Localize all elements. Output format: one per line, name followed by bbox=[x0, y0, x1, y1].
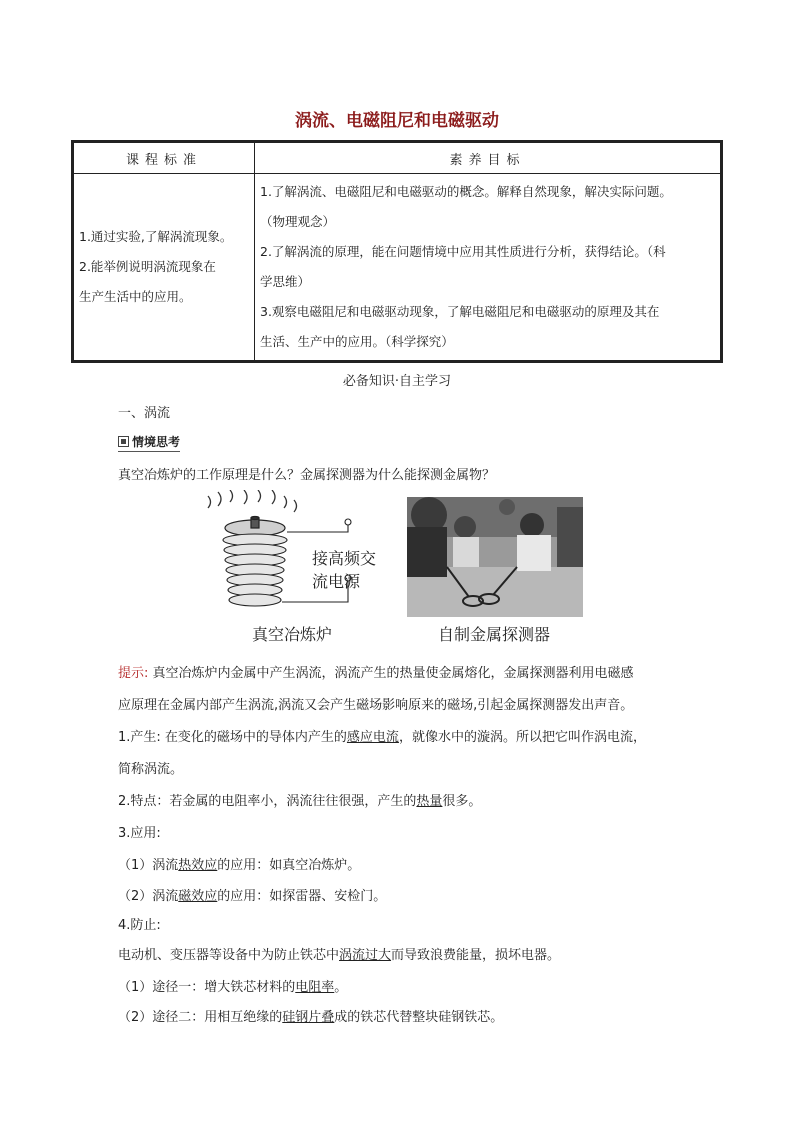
goal-line: 1.了解涡流、电磁阻尼和电磁驱动的概念。解释自然现象，解决实际问题。 bbox=[260, 184, 672, 199]
table-header-goal: 素养目标 bbox=[255, 142, 722, 174]
prevention-heading: 4.防止: bbox=[118, 918, 161, 933]
application-heading: 3.应用: bbox=[118, 826, 161, 841]
hint-label: 提示: bbox=[118, 666, 149, 681]
metal-detector-photo bbox=[407, 497, 583, 617]
section-title: 必备知识·自主学习 bbox=[342, 374, 452, 389]
power-source-label-1: 接高频交 bbox=[312, 549, 377, 568]
standard-line: 2.能举例说明涡流现象在 bbox=[79, 259, 216, 274]
goal-line: （物理观念） bbox=[260, 214, 336, 229]
application-item-1: （1）涡流热效应的应用：如真空冶炼炉。 bbox=[118, 858, 361, 873]
generation-text: 1.产生: 在变化的磁场中的导体内产生的感应电流，就像水中的漩涡。所以把它叫作涡电流， bbox=[118, 730, 646, 745]
hint-line-2: 应原理在金属内部产生涡流,涡流又会产生磁场影响原来的磁场,引起金属探测器发出声音。 bbox=[118, 698, 634, 713]
detector-caption: 自制金属探测器 bbox=[438, 625, 551, 644]
power-source-label-2: 流电源 bbox=[312, 572, 361, 591]
feature-text: 2.特点：若金属的电阻率小，涡流往往很强，产生的热量很多。 bbox=[118, 794, 482, 809]
question-text: 真空冶炼炉的工作原理是什么？金属探测器为什么能探测金属物？ bbox=[118, 468, 496, 483]
application-item-2: （2）涡流磁效应的应用：如探雷器、安检门。 bbox=[118, 889, 387, 904]
square-icon bbox=[118, 436, 129, 447]
goal-line: 学思维） bbox=[260, 274, 311, 289]
standard-line: 1.通过实验,了解涡流现象。 bbox=[79, 229, 233, 244]
scenario-label: 情境思考 bbox=[118, 433, 180, 452]
prevention-text: 电动机、变压器等设备中为防止铁芯中涡流过大而导致浪费能量，损坏电器。 bbox=[118, 948, 561, 963]
standard-line: 生产生活中的应用。 bbox=[79, 289, 192, 304]
hint-line-1: 提示: 真空冶炼炉内金属中产生涡流，涡流产生的热量使金属熔化，金属探测器利用电磁感 bbox=[118, 666, 634, 681]
heading-eddy-current: 一、涡流 bbox=[118, 406, 171, 421]
goal-line: 2.了解涡流的原理，能在问题情境中应用其性质进行分析，获得结论。（科 bbox=[260, 244, 666, 259]
generation-text-cont: 简称涡流。 bbox=[118, 762, 184, 777]
furnace-caption: 真空冶炼炉 bbox=[252, 625, 333, 644]
goal-line: 3.观察电磁阻尼和电磁驱动现象，了解电磁阻尼和电磁驱动的原理及其在 bbox=[260, 304, 660, 319]
prevention-method-2: （2）途径二：用相互绝缘的硅钢片叠成的铁芯代替整块硅钢铁芯。 bbox=[118, 1010, 504, 1025]
goal-cell bbox=[255, 174, 722, 362]
goal-line: 生活、生产中的应用。（科学探究） bbox=[260, 334, 454, 349]
standards-table bbox=[71, 140, 723, 363]
prevention-method-1: （1）途径一：增大铁芯材料的电阻率。 bbox=[118, 980, 348, 995]
standard-cell bbox=[73, 174, 255, 362]
table-header-standard: 课程标准 bbox=[73, 142, 255, 174]
page-title: 涡流、电磁阻尼和电磁驱动 bbox=[295, 111, 499, 131]
